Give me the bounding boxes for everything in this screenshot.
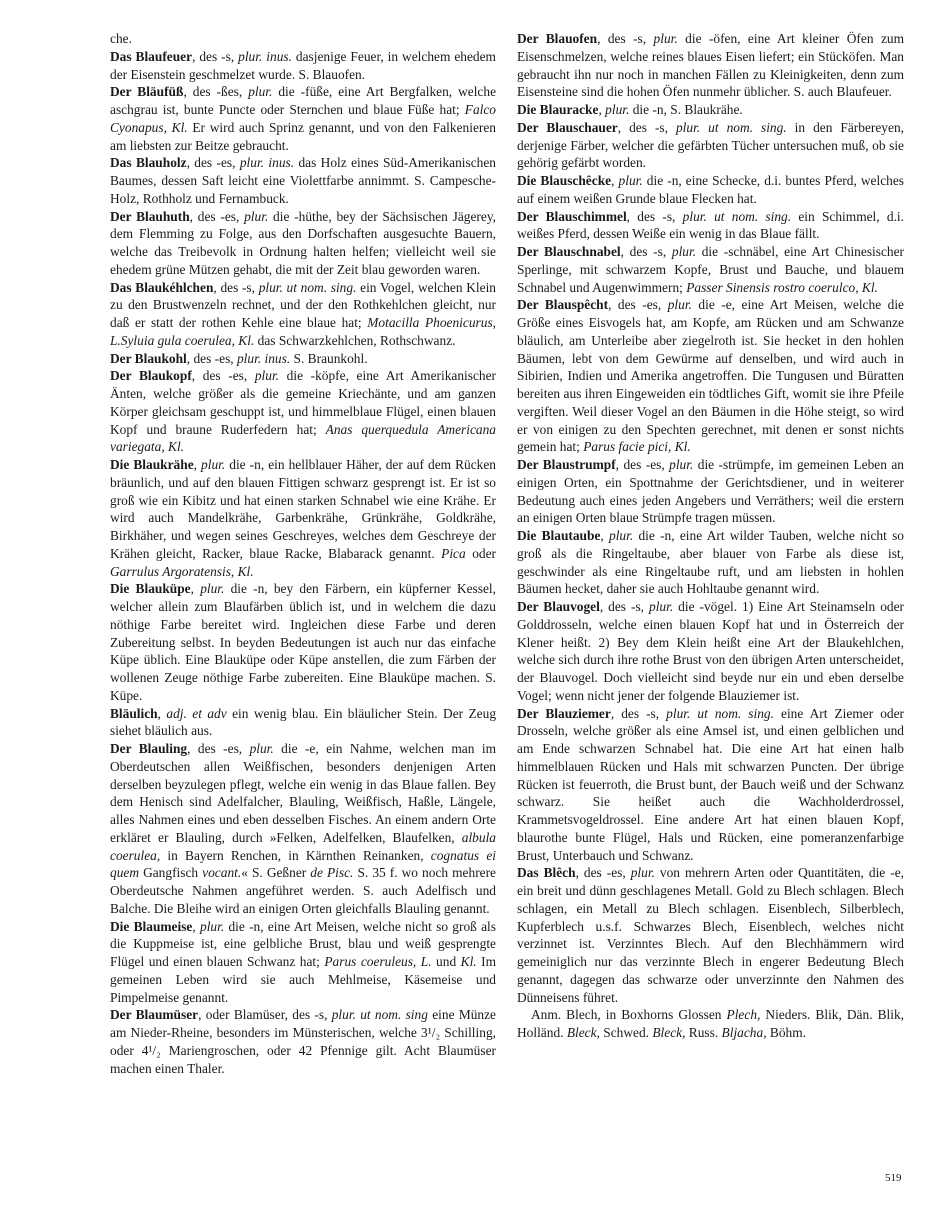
entry-headword: Das Blaukéhlchen [110,279,214,295]
entry-italic: plur. inus. [239,155,295,171]
entry-text: , des -es, [615,457,670,472]
dictionary-entry [517,864,904,1006]
dictionary-entry [517,119,904,172]
entry-italic: Anas querquedula Americana variegata, Kl. [110,421,496,455]
entry-italic: plur. ut nom. sing. [682,208,792,224]
entry-italic: plur. [630,865,655,881]
entry-italic: plur. ut nom. sing. [675,119,787,135]
dictionary-entry [517,1006,904,1042]
entry-headword: Die Blauschêcke [517,173,612,188]
entry-italic: plur. [244,208,269,224]
entry-text: die -vögel. 1) Eine Art Steinamseln oder Golddrosseln, welche einen blauen Kopf hat und in Österreich der Klener heißt. 2) Bey dem Klein heißt eine Art der Blaukehlchen, welche sich durch ihre rothe Brust von den übrigen Arten unterscheidet, der Blauvogel. Doch vielleicht sind beyde nur ein und eben derselbe Vogel; wenn nicht jener der folgende Blauziemer ist. [517,599,904,703]
entry-text: ein wenig blau. Ein bläulicher Stein. Der Zeug siehet bläulich aus. [110,705,497,739]
entry-text: in Bayern Renchen, in Kärnthen Reinanken, [160,847,431,863]
entry-text: « S. Geßner [241,865,311,881]
entry-text: , des -es, [189,208,245,224]
entry-italic: plur. ut nom. sing. [666,705,774,721]
dictionary-entry [110,30,496,48]
entry-headword: Das Blauholz [110,155,187,171]
entry-text: von mehrern Arten oder Quantitäten, die -e, ein breit und dünn geschlagenes Metall. Gold zu Blech schlagen. Blech schlagen, ein Metall zu Blech schlagen. Eisenblech, Silberblech, Kupferblech u.s.f. Schwarzes Blech, Eisenblech, welches nicht verzinnet ist. Verzinntes Blech. Auf den Blechhämmern wird gemeiniglich nur das verzinnte Blech in engerer Bedeutung Blech genannt, dagegen das schwarze oder unverzinnte den Nahmen des Dünneisens führet. [517,865,904,1005]
entry-italic: plur. [653,31,678,46]
entry-text: die -strümpfe, im gemeinen Leben an einigen Orten, ein Spottnahme der Gerichtsdiener, und in weiterer Bedeutung auch eines jeden Angebers und Verräthers; weil die erstern an einigen Orten blaue Strümpfe tragen müssen. [517,457,904,526]
dictionary-entry [517,705,904,865]
entry-text: , oder Blamüser, des -s, [198,1007,332,1023]
dictionary-entry [517,296,904,456]
entry-text: Schwed. [599,1025,653,1040]
dictionary-entry [110,83,496,154]
entry-headword: Der Blaukohl [110,350,187,366]
dictionary-entry [110,580,496,704]
entry-text: , [600,528,610,543]
entry-text: , des -es, [575,865,631,881]
entry-text: Anm. Blech, in Boxhorns Glossen [531,1007,727,1023]
entry-text: das Schwarzkehlchen, Rothschwanz. [254,332,456,348]
entry-italic: plur. [671,244,697,259]
entry-headword: Der Blauschnabel [517,244,621,259]
entry-italic: plur. inus. [238,48,292,64]
entry-headword: Das Blaufeuer [110,48,193,64]
entry-italic: plur. [201,457,226,472]
entry-text: die -öfen, eine Art kleiner Öfen zum Eisenschmelzen, welche reines blaues Eisen liefert; ein Stücköfen. Man gebraucht ihn nur noch in manchen Fällen zu Kleinigkeiten, denn zum Eisensteine sind die hohen Öfen nunmehr üblicher. S. auch Blaufeuer. [517,31,904,100]
entry-text: , des -es, [186,350,237,366]
entry-italic: vocant. [202,865,242,881]
entry-italic: plur. ut nom. sing. [258,279,357,295]
entry-italic: de Pisc. [310,865,354,881]
entry-headword: Der Blauziemer [517,705,611,721]
entry-text: die -füße, eine Art Bergfalken, welche aschgrau ist, bunte Puncte oder Sternchen und blaue Füße hat; [110,84,497,117]
entry-text: S. Braunkohl. [290,350,368,366]
dictionary-entry [517,172,904,208]
entry-text: die -n, eine Art wilder Tauben, welche nicht so groß als die Ringeltaube, aber blauer von Farbe als diese ist, geschwinder als eine Ringeltaube ruft, und am liebsten in hohlen Bäumen hecket, daher sie auch Hohltaube genannt wird. [517,528,904,597]
dictionary-entry [110,350,496,368]
entry-text: S. 35 f. wo noch mehrere Oberdeutsche Nahmen angeführet werden. S. auch Adelfisch und Balche. Die Bleihe wird an einigen Orten gleichfalls Blauling genannt. [110,865,496,916]
entry-italic: plur. [200,581,225,597]
entry-text: und [431,954,461,969]
entry-italic: albula coerulea, [110,829,496,863]
entry-italic: cognatus ei quem [110,847,497,881]
entry-text: Im gemeinen Leben wird sie auch Mehlmeise, Käsemeise und Pimpelmeise genannt. [110,954,497,1005]
entry-text: , des -s, [599,599,649,614]
dictionary-entry [517,598,904,705]
entry-text: , des -s, [213,279,259,295]
entry-text: ein Schimmel, d.i. weißes Pferd, dessen Weiße ein wenig in das Blaue fällt. [517,208,904,242]
entry-headword: Die Blauracke [517,102,599,117]
entry-italic: Garrulus Argoratensis, Kl. [110,563,254,579]
entry-text: Nieders. Blik, Dän. Blik, Holländ. [517,1007,904,1040]
left-column [110,30,496,1077]
entry-headword: Bläulich [110,705,158,721]
entry-text: , des -es, [186,155,240,171]
entry-text: , des -s, [192,48,239,64]
entry-headword: Die Blauküpe [110,581,191,597]
entry-text: Russ. [685,1025,722,1040]
entry-italic: Falco Cyonapus, Kl. [110,102,496,135]
entry-text: , des -es, [191,368,255,384]
entry-headword: Der Blauofen [517,31,598,46]
entry-italic: plur. [605,102,630,117]
entry-text: , des -s, [610,705,667,721]
entry-italic: plur. [248,84,273,100]
dictionary-entry [110,918,496,1007]
entry-headword: Die Blautaube [517,528,601,543]
entry-italic: Kl. [460,954,477,969]
entry-headword: Die Blaukrähe [110,457,194,472]
entry-headword: Der Blauvogel [517,599,600,614]
entry-text: dasjenige Feuer, in welchem ehedem der Eisenstein geschmelzet wurde. S. Blauofen. [110,48,496,82]
entry-text: , des -es, [608,297,668,313]
entry-text: , des -s, [617,119,676,135]
entry-text: die -n, eine Art Meisen, welche nicht so groß als die Kuppmeise ist, eine gelbliche Brust, blau und weiß gesprengte Flügel und einen blauen Schwanz hat; [110,918,496,969]
entry-text: , [190,581,201,597]
entry-italic: Pica [441,545,466,561]
entry-italic: Plech, [726,1007,761,1023]
dictionary-entry [110,367,496,456]
entry-italic: plur. [609,528,634,543]
entry-text: oder [465,545,496,561]
entry-text: die -n, bey den Färbern, ein küpferner Kessel, welcher allein zum Blaufärben üblich ist, und in welchem die dazu nöthige Farbe bereitet wird. Ingleichen diese Farbe und deren Zubereitung selbst. In beyden Bedeutungen ist auch nur das einfache Küpe üblich. Eine Blauküpe oder Küpe anstellen, die zum Färben der wollenen Zeuge nöthige Farbe zubereiten. Eine Blauküpe machen. S. Küpe. [110,581,496,703]
entry-italic: Passer Sinensis rostro coerulco, Kl. [686,279,878,295]
entry-text: die -e, ein Nahme, welchen man im Oberdeutschen allen Weißfischen, besonders denjenigen Arten derselben beyzulegen pflegt, welche ein wenig in das Blaue fallen. Bey dem Henisch sind Adelfalcher, Blauling, Weißfisch, Haßle, Längele, alles Nahmen eines und eben desselben Fisches. An einem andern Orte erkläret er Blauling, durch »Felken, Adelfelken, Blaufelken, [110,741,496,845]
dictionary-entry [110,279,496,350]
dictionary-entry [110,208,496,279]
dictionary-entry [517,30,904,101]
dictionary-entry [110,154,496,207]
dictionary-entry [110,705,496,741]
dictionary-entry [110,456,496,580]
entry-headword: Der Blauhuth [110,208,190,224]
entry-text: die -hüthe, bey der Sächsischen Jägerey, dem Flemming zu Folge, aus den Dorfschaften ausgesuchte Bauern, welche das Treibevolk in Ordnung halten helfen; vielleicht weil sie ehedem grüne Mützen gehabt, die mit der Zeit blau geworden waren. [110,208,496,277]
entry-italic: plur. [667,297,692,313]
entry-headword: Der Blauspêcht [517,297,609,313]
entry-text: Böhm. [766,1025,806,1040]
entry-italic: plur. ut nom. sing [331,1007,428,1023]
entry-text: das Holz eines Süd-Amerikanischen Baumes, dessen Saft leicht eine Violettfarbe annimmt. S. Campesche-Holz, Rothholz und Fernambuck. [110,155,497,206]
entry-italic: adj. et adv [166,705,227,721]
entry-text: die -köpfe, eine Art Amerikanischer Änten, welche größer als die gemeine Kriechänte, und am ganzen Körper gleichsam geschuppt ist, und himmelblaue Flügel, einen blauen Kopf und braune Ruderfedern hat; [110,368,497,437]
dictionary-entry [517,208,904,244]
entry-headword: Der Blaustrumpf [517,457,616,472]
entry-italic: plur. [249,741,274,756]
entry-italic: plur. [254,368,280,384]
entry-text: , des -ßes, [183,84,249,100]
dictionary-entry [110,48,496,84]
entry-text: eine Münze am Nieder-Rheine, besonders im Münsterischen, welche 3¹/₂ Schilling, oder 4¹/₂ Mariengroschen, oder 42 Pfennige gilt. Acht Blaumüser machen einen Thaler. [110,1007,497,1076]
page-number: 519 [885,1172,902,1184]
entry-italic: Parus coeruleus, L. [324,954,432,969]
entry-headword: Das Blêch [517,865,576,881]
entry-text: in den Färbereyen, derjenige Färber, welcher die gefärbten Tücher untersuchen muß, ob sie gehörig gefärbt worden. [517,119,904,171]
entry-text: Gangfisch [139,865,203,881]
entry-text: Er wird auch Sprinz genannt, und von den Falkenieren am liebsten zur Beitze gebraucht. [110,119,497,153]
dictionary-entry [110,1006,496,1077]
entry-text: eine Art Ziemer oder Drosseln, welche größer als eine Amsel ist, und einen gelblichen und am Ende schwarzen Schnabel hat. Die eine Art hat einen halb himmelblauen Rücken und Hals mit schwarzen Puncten. Der übrige Rücken ist feuerroth, die Brust bunt, der Bauch weiß und der Schwanz schwarz. Sie heißet auch die Wachholderdrossel, Krammetsvogeldrossel. Eine andere Art hat einen blauen Kopf, blaurothe bunte Flügel, Hals und Rücken, eine pomeranzenfarbige Brust, Unterbauch und Schwanz. [517,705,904,863]
entry-italic: Motacilla Phoenicurus, L.Syluia gula coerulea, Kl. [110,315,496,348]
entry-text: die -n, S. Blaukrähe. [629,102,743,117]
entry-text: , [157,705,167,721]
entry-text: die -n, ein hellblauer Häher, der auf dem Rücken bräunlich, und auf den blauen Fittigen schwarz gesprengt ist. Er ist so groß wie ein Kibitz und hat einen starken Schnabel wie eine Krähe. Er wird auch Mandelkrähe, Garbenkrähe, Grünkrähe, Goldkrähe, Birkhäher, und wegen seines Geschreyes, welches dem Geschreye der Krähen gleicht, Racker, blaue Racke, Blabarack genannt. [110,457,496,561]
entry-headword: Der Bläufüß [110,84,184,100]
dictionary-entry [517,101,904,119]
right-column [517,30,904,1042]
entry-headword: Der Blauschimmel [517,208,627,224]
entry-text: die -e, eine Art Meisen, welche die Größe eines Eisvogels hat, am Kopfe, am Rücken und am Schwanze bläulich, am Unterleibe aber ziegelroth ist. Sie hecket in den hohlen Bäumen, lebt von dem Gewürme auf denselben, und wird auch in Sibirien, Indien und Amerika angetroffen. Die Tungusen und Büratten bereiten aus ihren Eingeweiden ein tödtliches Gift, womit sie ihre Pfeile vergiften. Weil dieser Vogel an den Bäumen in die Höhe steigt, so wird er von einigen zu den Spechten gerechnet, mit denen er sonst nichts gemein hat; [517,297,904,455]
entry-headword: Der Blauschauer [517,119,618,135]
entry-text: , des -s, [626,208,683,224]
entry-text: che. [110,31,132,46]
dictionary-entry [110,740,496,918]
entry-headword: Die Blaumeise [110,918,193,934]
dictionary-entry [517,527,904,598]
dictionary-entry [517,456,904,527]
entry-italic: Bljacha, [721,1025,767,1040]
entry-text: ein Vogel, welchen Klein zu den Brustwenzeln rechnet, und der den Rothkehlchen gleicht, nur daß er statt der rothen Kehle eine blaue hat; [110,279,497,330]
entry-italic: plur. inus. [236,350,291,366]
entry-italic: Bleck, [566,1025,600,1040]
entry-text: , [192,918,200,934]
entry-headword: Der Blaukopf [110,368,192,384]
entry-italic: plur. [200,918,225,934]
entry-headword: Der Blauling [110,741,188,756]
entry-text: , des -s, [597,31,654,46]
entry-text: die -n, eine Schecke, d.i. buntes Pferd, welches auf einem weißen Grunde blaue Flecken hat. [517,173,904,206]
entry-italic: plur. [649,599,674,614]
dictionary-entry [517,243,904,296]
entry-text: , des -s, [620,244,672,259]
entry-italic: plur. [618,173,643,188]
entry-italic: Bleck, [652,1025,686,1040]
entry-text: , [611,173,619,188]
entry-headword: Der Blaumüser [110,1007,199,1023]
entry-italic: plur. [669,457,694,472]
entry-text: , [598,102,606,117]
entry-text: , [193,457,202,472]
entry-text: , des -es, [187,741,250,756]
entry-text: die -schnäbel, eine Art Chinesischer Sperlinge, mit schwarzem Kopfe, Brust und Bauche, und blauem Schnabel und Augenwimmern; [517,244,905,295]
entry-italic: Parus facie pici, Kl. [583,439,691,455]
